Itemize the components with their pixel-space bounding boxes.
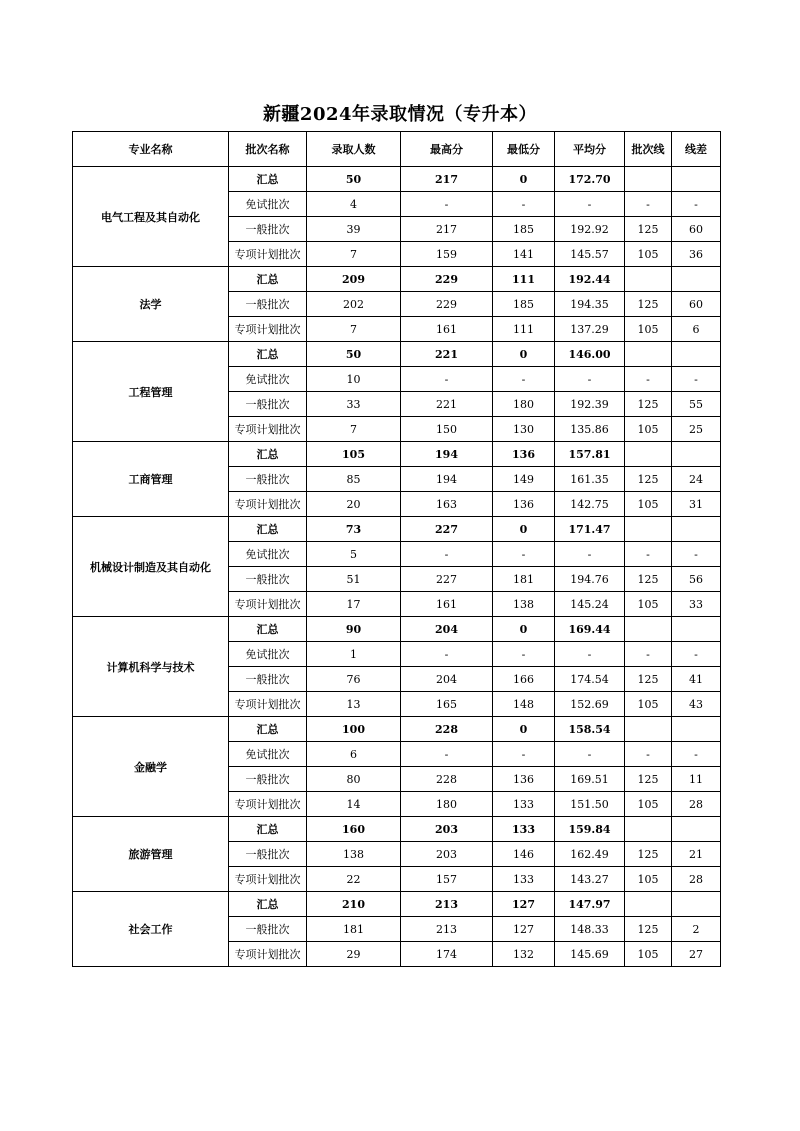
- max-score-cell: 217: [401, 167, 493, 192]
- admission-table: [72, 131, 721, 967]
- batch-name-cell: 汇总: [229, 892, 307, 917]
- batch-name-cell: 一般批次: [229, 467, 307, 492]
- avg-score-cell: -: [555, 542, 625, 567]
- admitted-count-cell: 50: [307, 342, 401, 367]
- avg-score-cell: 146.00: [555, 342, 625, 367]
- admitted-count-cell: 13: [307, 692, 401, 717]
- admitted-count-cell: 33: [307, 392, 401, 417]
- line-diff-cell: -: [672, 367, 721, 392]
- min-score-cell: 133: [493, 817, 555, 842]
- avg-score-cell: 172.70: [555, 167, 625, 192]
- admitted-count-cell: 105: [307, 442, 401, 467]
- avg-score-cell: -: [555, 742, 625, 767]
- batch-name-cell: 一般批次: [229, 767, 307, 792]
- min-score-cell: 0: [493, 617, 555, 642]
- header-batch-line: 批次线: [625, 132, 672, 167]
- max-score-cell: 203: [401, 842, 493, 867]
- batch-name-cell: 一般批次: [229, 667, 307, 692]
- line-diff-cell: 6: [672, 317, 721, 342]
- batch-name-cell: 汇总: [229, 617, 307, 642]
- batch-line-cell: 125: [625, 917, 672, 942]
- batch-line-cell: -: [625, 367, 672, 392]
- avg-score-cell: 157.81: [555, 442, 625, 467]
- line-diff-cell: [672, 817, 721, 842]
- min-score-cell: 0: [493, 167, 555, 192]
- line-diff-cell: 25: [672, 417, 721, 442]
- avg-score-cell: 161.35: [555, 467, 625, 492]
- admitted-count-cell: 22: [307, 867, 401, 892]
- min-score-cell: 136: [493, 492, 555, 517]
- batch-line-cell: 125: [625, 467, 672, 492]
- batch-name-cell: 专项计划批次: [229, 692, 307, 717]
- max-score-cell: -: [401, 367, 493, 392]
- batch-line-cell: [625, 342, 672, 367]
- batch-name-cell: 一般批次: [229, 292, 307, 317]
- max-score-cell: 221: [401, 392, 493, 417]
- min-score-cell: 0: [493, 342, 555, 367]
- batch-name-cell: 汇总: [229, 342, 307, 367]
- max-score-cell: 217: [401, 217, 493, 242]
- min-score-cell: 0: [493, 517, 555, 542]
- admitted-count-cell: 51: [307, 567, 401, 592]
- batch-line-cell: -: [625, 192, 672, 217]
- admitted-count-cell: 1: [307, 642, 401, 667]
- batch-name-cell: 汇总: [229, 517, 307, 542]
- max-score-cell: 204: [401, 667, 493, 692]
- header-avg-score: 平均分: [555, 132, 625, 167]
- admitted-count-cell: 5: [307, 542, 401, 567]
- max-score-cell: 213: [401, 917, 493, 942]
- line-diff-cell: -: [672, 542, 721, 567]
- batch-name-cell: 汇总: [229, 442, 307, 467]
- line-diff-cell: 21: [672, 842, 721, 867]
- batch-name-cell: 免试批次: [229, 542, 307, 567]
- batch-line-cell: [625, 617, 672, 642]
- line-diff-cell: [672, 517, 721, 542]
- line-diff-cell: 27: [672, 942, 721, 967]
- min-score-cell: 166: [493, 667, 555, 692]
- batch-line-cell: 125: [625, 667, 672, 692]
- batch-name-cell: 汇总: [229, 717, 307, 742]
- admitted-count-cell: 29: [307, 942, 401, 967]
- batch-line-cell: [625, 517, 672, 542]
- max-score-cell: 228: [401, 767, 493, 792]
- avg-score-cell: -: [555, 642, 625, 667]
- avg-score-cell: 192.44: [555, 267, 625, 292]
- avg-score-cell: 145.69: [555, 942, 625, 967]
- admitted-count-cell: 90: [307, 617, 401, 642]
- line-diff-cell: 28: [672, 867, 721, 892]
- major-name-cell: 法学: [73, 267, 229, 342]
- admitted-count-cell: 138: [307, 842, 401, 867]
- min-score-cell: 141: [493, 242, 555, 267]
- batch-line-cell: 125: [625, 842, 672, 867]
- line-diff-cell: [672, 342, 721, 367]
- batch-line-cell: 125: [625, 767, 672, 792]
- line-diff-cell: 2: [672, 917, 721, 942]
- avg-score-cell: 194.35: [555, 292, 625, 317]
- line-diff-cell: -: [672, 742, 721, 767]
- avg-score-cell: -: [555, 367, 625, 392]
- batch-name-cell: 一般批次: [229, 567, 307, 592]
- table-row: [73, 817, 721, 842]
- line-diff-cell: -: [672, 192, 721, 217]
- avg-score-cell: 145.57: [555, 242, 625, 267]
- min-score-cell: -: [493, 742, 555, 767]
- batch-name-cell: 专项计划批次: [229, 592, 307, 617]
- max-score-cell: 194: [401, 467, 493, 492]
- admitted-count-cell: 73: [307, 517, 401, 542]
- admitted-count-cell: 7: [307, 242, 401, 267]
- admitted-count-cell: 181: [307, 917, 401, 942]
- table-row: [73, 267, 721, 292]
- header-batch: 批次名称: [229, 132, 307, 167]
- major-name-cell: 电气工程及其自动化: [73, 167, 229, 267]
- min-score-cell: 149: [493, 467, 555, 492]
- min-score-cell: 138: [493, 592, 555, 617]
- admitted-count-cell: 20: [307, 492, 401, 517]
- batch-line-cell: 105: [625, 317, 672, 342]
- max-score-cell: 203: [401, 817, 493, 842]
- batch-name-cell: 一般批次: [229, 392, 307, 417]
- min-score-cell: 181: [493, 567, 555, 592]
- min-score-cell: 180: [493, 392, 555, 417]
- max-score-cell: 229: [401, 292, 493, 317]
- max-score-cell: 150: [401, 417, 493, 442]
- major-name-cell: 社会工作: [73, 892, 229, 967]
- header-line-diff: 线差: [672, 132, 721, 167]
- avg-score-cell: 158.54: [555, 717, 625, 742]
- line-diff-cell: 24: [672, 467, 721, 492]
- max-score-cell: -: [401, 542, 493, 567]
- admitted-count-cell: 160: [307, 817, 401, 842]
- avg-score-cell: 162.49: [555, 842, 625, 867]
- max-score-cell: 180: [401, 792, 493, 817]
- header-min-score: 最低分: [493, 132, 555, 167]
- header-admitted-count: 录取人数: [307, 132, 401, 167]
- min-score-cell: -: [493, 642, 555, 667]
- batch-line-cell: [625, 892, 672, 917]
- major-name-cell: 计算机科学与技术: [73, 617, 229, 717]
- admitted-count-cell: 202: [307, 292, 401, 317]
- max-score-cell: 204: [401, 617, 493, 642]
- batch-name-cell: 专项计划批次: [229, 417, 307, 442]
- line-diff-cell: [672, 442, 721, 467]
- max-score-cell: 161: [401, 317, 493, 342]
- min-score-cell: 185: [493, 292, 555, 317]
- max-score-cell: 229: [401, 267, 493, 292]
- line-diff-cell: 60: [672, 217, 721, 242]
- min-score-cell: 136: [493, 767, 555, 792]
- batch-name-cell: 汇总: [229, 817, 307, 842]
- batch-line-cell: 105: [625, 417, 672, 442]
- avg-score-cell: 142.75: [555, 492, 625, 517]
- line-diff-cell: 60: [672, 292, 721, 317]
- table-row: [73, 442, 721, 467]
- batch-name-cell: 专项计划批次: [229, 867, 307, 892]
- line-diff-cell: 28: [672, 792, 721, 817]
- line-diff-cell: [672, 267, 721, 292]
- min-score-cell: -: [493, 367, 555, 392]
- avg-score-cell: 169.51: [555, 767, 625, 792]
- avg-score-cell: 135.86: [555, 417, 625, 442]
- max-score-cell: 213: [401, 892, 493, 917]
- batch-line-cell: [625, 167, 672, 192]
- major-name-cell: 工商管理: [73, 442, 229, 517]
- min-score-cell: 133: [493, 792, 555, 817]
- max-score-cell: 157: [401, 867, 493, 892]
- admitted-count-cell: 39: [307, 217, 401, 242]
- batch-line-cell: [625, 267, 672, 292]
- line-diff-cell: 41: [672, 667, 721, 692]
- line-diff-cell: [672, 617, 721, 642]
- table-row: [73, 617, 721, 642]
- batch-line-cell: -: [625, 742, 672, 767]
- max-score-cell: -: [401, 192, 493, 217]
- batch-line-cell: 125: [625, 292, 672, 317]
- batch-line-cell: 125: [625, 217, 672, 242]
- avg-score-cell: 169.44: [555, 617, 625, 642]
- min-score-cell: 0: [493, 717, 555, 742]
- min-score-cell: 127: [493, 917, 555, 942]
- max-score-cell: 221: [401, 342, 493, 367]
- batch-name-cell: 专项计划批次: [229, 942, 307, 967]
- min-score-cell: 136: [493, 442, 555, 467]
- batch-name-cell: 免试批次: [229, 192, 307, 217]
- header-major: 专业名称: [73, 132, 229, 167]
- avg-score-cell: 192.39: [555, 392, 625, 417]
- line-diff-cell: 31: [672, 492, 721, 517]
- max-score-cell: 174: [401, 942, 493, 967]
- line-diff-cell: -: [672, 642, 721, 667]
- max-score-cell: 161: [401, 592, 493, 617]
- batch-name-cell: 免试批次: [229, 367, 307, 392]
- admitted-count-cell: 100: [307, 717, 401, 742]
- line-diff-cell: [672, 892, 721, 917]
- batch-line-cell: 105: [625, 242, 672, 267]
- min-score-cell: 132: [493, 942, 555, 967]
- avg-score-cell: 137.29: [555, 317, 625, 342]
- avg-score-cell: -: [555, 192, 625, 217]
- major-name-cell: 金融学: [73, 717, 229, 817]
- avg-score-cell: 159.84: [555, 817, 625, 842]
- line-diff-cell: 11: [672, 767, 721, 792]
- batch-line-cell: 105: [625, 692, 672, 717]
- batch-line-cell: [625, 717, 672, 742]
- table-row: [73, 167, 721, 192]
- min-score-cell: 111: [493, 267, 555, 292]
- min-score-cell: 148: [493, 692, 555, 717]
- admitted-count-cell: 209: [307, 267, 401, 292]
- line-diff-cell: [672, 717, 721, 742]
- min-score-cell: 127: [493, 892, 555, 917]
- avg-score-cell: 151.50: [555, 792, 625, 817]
- avg-score-cell: 148.33: [555, 917, 625, 942]
- max-score-cell: -: [401, 642, 493, 667]
- major-name-cell: 旅游管理: [73, 817, 229, 892]
- batch-name-cell: 专项计划批次: [229, 492, 307, 517]
- max-score-cell: 227: [401, 517, 493, 542]
- admitted-count-cell: 10: [307, 367, 401, 392]
- admitted-count-cell: 85: [307, 467, 401, 492]
- min-score-cell: 185: [493, 217, 555, 242]
- line-diff-cell: [672, 167, 721, 192]
- batch-name-cell: 汇总: [229, 167, 307, 192]
- admitted-count-cell: 50: [307, 167, 401, 192]
- table-row: [73, 517, 721, 542]
- batch-line-cell: [625, 817, 672, 842]
- batch-line-cell: -: [625, 542, 672, 567]
- min-score-cell: 130: [493, 417, 555, 442]
- batch-line-cell: -: [625, 642, 672, 667]
- avg-score-cell: 171.47: [555, 517, 625, 542]
- table-row: [73, 717, 721, 742]
- batch-line-cell: 105: [625, 592, 672, 617]
- batch-name-cell: 一般批次: [229, 217, 307, 242]
- batch-name-cell: 免试批次: [229, 742, 307, 767]
- min-score-cell: -: [493, 542, 555, 567]
- table-row: [73, 892, 721, 917]
- max-score-cell: 228: [401, 717, 493, 742]
- admitted-count-cell: 17: [307, 592, 401, 617]
- major-name-cell: 工程管理: [73, 342, 229, 442]
- max-score-cell: 194: [401, 442, 493, 467]
- avg-score-cell: 192.92: [555, 217, 625, 242]
- admitted-count-cell: 210: [307, 892, 401, 917]
- line-diff-cell: 56: [672, 567, 721, 592]
- max-score-cell: 163: [401, 492, 493, 517]
- batch-line-cell: 125: [625, 392, 672, 417]
- batch-name-cell: 专项计划批次: [229, 792, 307, 817]
- header-max-score: 最高分: [401, 132, 493, 167]
- max-score-cell: -: [401, 742, 493, 767]
- line-diff-cell: 36: [672, 242, 721, 267]
- max-score-cell: 227: [401, 567, 493, 592]
- admitted-count-cell: 76: [307, 667, 401, 692]
- admitted-count-cell: 4: [307, 192, 401, 217]
- avg-score-cell: 194.76: [555, 567, 625, 592]
- max-score-cell: 165: [401, 692, 493, 717]
- admitted-count-cell: 7: [307, 417, 401, 442]
- line-diff-cell: 55: [672, 392, 721, 417]
- batch-name-cell: 专项计划批次: [229, 317, 307, 342]
- admitted-count-cell: 6: [307, 742, 401, 767]
- batch-name-cell: 一般批次: [229, 917, 307, 942]
- batch-line-cell: 105: [625, 792, 672, 817]
- avg-score-cell: 152.69: [555, 692, 625, 717]
- max-score-cell: 159: [401, 242, 493, 267]
- page-title: 新疆2024年录取情况（专升本）: [262, 104, 538, 125]
- avg-score-cell: 145.24: [555, 592, 625, 617]
- avg-score-cell: 147.97: [555, 892, 625, 917]
- admitted-count-cell: 7: [307, 317, 401, 342]
- batch-line-cell: [625, 442, 672, 467]
- min-score-cell: 111: [493, 317, 555, 342]
- major-name-cell: 机械设计制造及其自动化: [73, 517, 229, 617]
- min-score-cell: -: [493, 192, 555, 217]
- avg-score-cell: 143.27: [555, 867, 625, 892]
- batch-name-cell: 汇总: [229, 267, 307, 292]
- batch-line-cell: 105: [625, 942, 672, 967]
- admitted-count-cell: 14: [307, 792, 401, 817]
- batch-line-cell: 105: [625, 492, 672, 517]
- admitted-count-cell: 80: [307, 767, 401, 792]
- avg-score-cell: 174.54: [555, 667, 625, 692]
- line-diff-cell: 43: [672, 692, 721, 717]
- min-score-cell: 133: [493, 867, 555, 892]
- batch-name-cell: 一般批次: [229, 842, 307, 867]
- table-row: [73, 342, 721, 367]
- header-row: [73, 132, 721, 167]
- line-diff-cell: 33: [672, 592, 721, 617]
- batch-name-cell: 免试批次: [229, 642, 307, 667]
- batch-line-cell: 125: [625, 567, 672, 592]
- batch-name-cell: 专项计划批次: [229, 242, 307, 267]
- batch-line-cell: 105: [625, 867, 672, 892]
- min-score-cell: 146: [493, 842, 555, 867]
